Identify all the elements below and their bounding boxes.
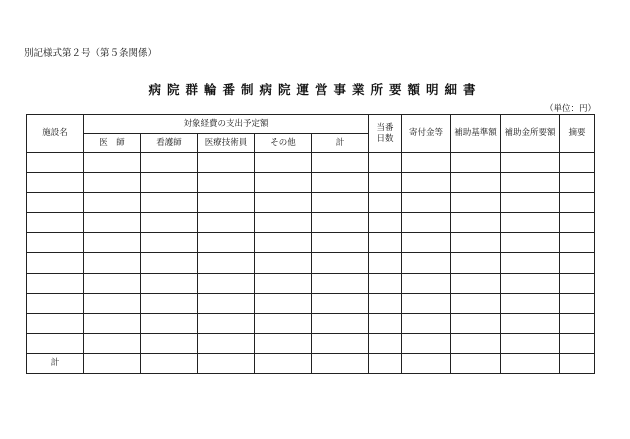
table-cell[interactable] [27, 173, 84, 193]
header-remarks: 摘要 [560, 115, 595, 153]
table-cell[interactable] [451, 313, 501, 333]
table-cell[interactable] [141, 193, 198, 213]
table-row [27, 333, 595, 353]
table-cell[interactable] [501, 193, 560, 213]
unit-note: （単位：円） [544, 104, 596, 114]
table-cell[interactable] [560, 273, 595, 293]
detail-table [26, 114, 595, 374]
table-cell[interactable] [312, 153, 369, 173]
header-donation: 寄付金等 [402, 115, 451, 153]
table-cell[interactable] [369, 233, 402, 253]
table-cell[interactable] [312, 333, 369, 353]
table-cell[interactable] [198, 273, 255, 293]
header-doctor: 医 師 [84, 134, 141, 153]
table-cell[interactable] [27, 253, 84, 273]
table-cell[interactable] [141, 253, 198, 273]
header-row-top [27, 115, 595, 134]
table-cell[interactable] [84, 173, 141, 193]
table-cell[interactable] [312, 253, 369, 273]
table-cell[interactable] [560, 153, 595, 173]
table-cell[interactable] [255, 153, 312, 173]
total-cell[interactable] [198, 353, 255, 373]
table-cell[interactable] [451, 273, 501, 293]
total-cell[interactable] [451, 353, 501, 373]
table-cell[interactable] [501, 213, 560, 233]
header-duty-days-line2: 日数 [376, 133, 394, 144]
table-row [27, 173, 595, 193]
table-cell[interactable] [402, 213, 451, 233]
table-cell[interactable] [312, 273, 369, 293]
table-cell[interactable] [451, 333, 501, 353]
total-cell[interactable] [141, 353, 198, 373]
table-row [27, 273, 595, 293]
table-cell[interactable] [255, 233, 312, 253]
table-cell[interactable] [402, 313, 451, 333]
table-cell[interactable] [27, 213, 84, 233]
table-cell[interactable] [27, 273, 84, 293]
table-cell[interactable] [560, 173, 595, 193]
table-row [27, 153, 595, 173]
table-row [27, 213, 595, 233]
table-cell[interactable] [141, 153, 198, 173]
table-cell[interactable] [501, 313, 560, 333]
table-cell[interactable] [560, 333, 595, 353]
table-row [27, 293, 595, 313]
total-row-label: 計 [27, 353, 84, 373]
header-medical-technician: 医療技術員 [198, 134, 255, 153]
table-cell[interactable] [560, 293, 595, 313]
table-cell[interactable] [27, 333, 84, 353]
total-cell[interactable] [312, 353, 369, 373]
total-cell[interactable] [560, 353, 595, 373]
table-cell[interactable] [312, 233, 369, 253]
table-cell[interactable] [369, 273, 402, 293]
table-cell[interactable] [141, 233, 198, 253]
table-cell[interactable] [501, 173, 560, 193]
table-cell[interactable] [501, 253, 560, 273]
table-cell[interactable] [560, 313, 595, 333]
table-cell[interactable] [501, 293, 560, 313]
table-cell[interactable] [451, 293, 501, 313]
table-cell[interactable] [255, 253, 312, 273]
table-cell[interactable] [27, 153, 84, 173]
table-cell[interactable] [312, 213, 369, 233]
table-cell[interactable] [255, 313, 312, 333]
table-cell[interactable] [255, 193, 312, 213]
table-cell[interactable] [141, 333, 198, 353]
table-cell[interactable] [560, 193, 595, 213]
table-cell[interactable] [27, 313, 84, 333]
table-cell[interactable] [198, 213, 255, 233]
table-cell[interactable] [560, 233, 595, 253]
table-cell[interactable] [451, 173, 501, 193]
table-cell[interactable] [501, 153, 560, 173]
data-rows [27, 153, 595, 354]
form-reference: 別記様式第２号（第５条関係） [24, 48, 158, 59]
table-cell[interactable] [402, 293, 451, 313]
table-cell[interactable] [451, 213, 501, 233]
table-cell[interactable] [369, 253, 402, 273]
table-cell[interactable] [141, 213, 198, 233]
table-cell[interactable] [501, 333, 560, 353]
table-cell[interactable] [451, 253, 501, 273]
table-cell[interactable] [198, 173, 255, 193]
table-cell[interactable] [198, 153, 255, 173]
table-cell[interactable] [84, 313, 141, 333]
table-row [27, 313, 595, 333]
table-cell[interactable] [84, 213, 141, 233]
header-subsidy-base: 補助基準額 [451, 115, 501, 153]
table-cell[interactable] [402, 193, 451, 213]
header-facility-name: 施設名 [27, 115, 84, 153]
table-cell[interactable] [501, 233, 560, 253]
table-cell[interactable] [369, 333, 402, 353]
header-duty-days-line1: 当番 [376, 122, 394, 133]
table-cell[interactable] [369, 193, 402, 213]
table-cell[interactable] [141, 293, 198, 313]
table-cell[interactable] [141, 313, 198, 333]
table-cell[interactable] [255, 333, 312, 353]
table-cell[interactable] [255, 213, 312, 233]
table-cell[interactable] [255, 273, 312, 293]
total-cell[interactable] [369, 353, 402, 373]
table-cell[interactable] [369, 293, 402, 313]
table-cell[interactable] [198, 313, 255, 333]
table-cell[interactable] [84, 273, 141, 293]
table-cell[interactable] [198, 333, 255, 353]
table-cell[interactable] [198, 293, 255, 313]
table-cell[interactable] [198, 233, 255, 253]
table-cell[interactable] [402, 273, 451, 293]
total-cell[interactable] [84, 353, 141, 373]
table-cell[interactable] [402, 333, 451, 353]
table-cell[interactable] [27, 193, 84, 213]
table-cell[interactable] [84, 293, 141, 313]
table-cell[interactable] [451, 153, 501, 173]
total-cell[interactable] [255, 353, 312, 373]
table-cell[interactable] [501, 273, 560, 293]
table-cell[interactable] [27, 233, 84, 253]
table-cell[interactable] [27, 293, 84, 313]
table-row [27, 193, 595, 213]
header-other: その他 [255, 134, 312, 153]
total-cell[interactable] [402, 353, 451, 373]
header-target-expenses: 対象経費の支出予定額 [84, 115, 369, 134]
table-cell[interactable] [84, 253, 141, 273]
table-cell[interactable] [198, 253, 255, 273]
table-cell[interactable] [560, 213, 595, 233]
header-subtotal: 計 [312, 134, 369, 153]
table-cell[interactable] [84, 193, 141, 213]
table-cell[interactable] [451, 233, 501, 253]
table-cell[interactable] [369, 173, 402, 193]
total-cell[interactable] [501, 353, 560, 373]
table-cell[interactable] [560, 253, 595, 273]
table-cell[interactable] [369, 153, 402, 173]
table-cell[interactable] [312, 293, 369, 313]
table-row [27, 253, 595, 273]
table-row [27, 233, 595, 253]
table-cell[interactable] [84, 333, 141, 353]
table-cell[interactable] [84, 233, 141, 253]
table-cell[interactable] [255, 173, 312, 193]
table-cell[interactable] [198, 193, 255, 213]
table-cell[interactable] [369, 213, 402, 233]
table-cell[interactable] [141, 173, 198, 193]
header-nurse: 看護師 [141, 134, 198, 153]
table-cell[interactable] [141, 273, 198, 293]
table-cell[interactable] [402, 233, 451, 253]
table-cell[interactable] [402, 253, 451, 273]
table-cell[interactable] [312, 313, 369, 333]
table-cell[interactable] [312, 193, 369, 213]
table-cell[interactable] [369, 313, 402, 333]
table-cell[interactable] [402, 153, 451, 173]
table-cell[interactable] [451, 193, 501, 213]
total-row [27, 353, 595, 373]
header-duty-days [369, 115, 402, 153]
header-subsidy-required: 補助金所要額 [501, 115, 560, 153]
table-cell[interactable] [84, 153, 141, 173]
document-title: 病院群輪番制病院運営事業所要額明細書 [148, 82, 482, 97]
table-cell[interactable] [255, 293, 312, 313]
table-cell[interactable] [312, 173, 369, 193]
table-cell[interactable] [402, 173, 451, 193]
